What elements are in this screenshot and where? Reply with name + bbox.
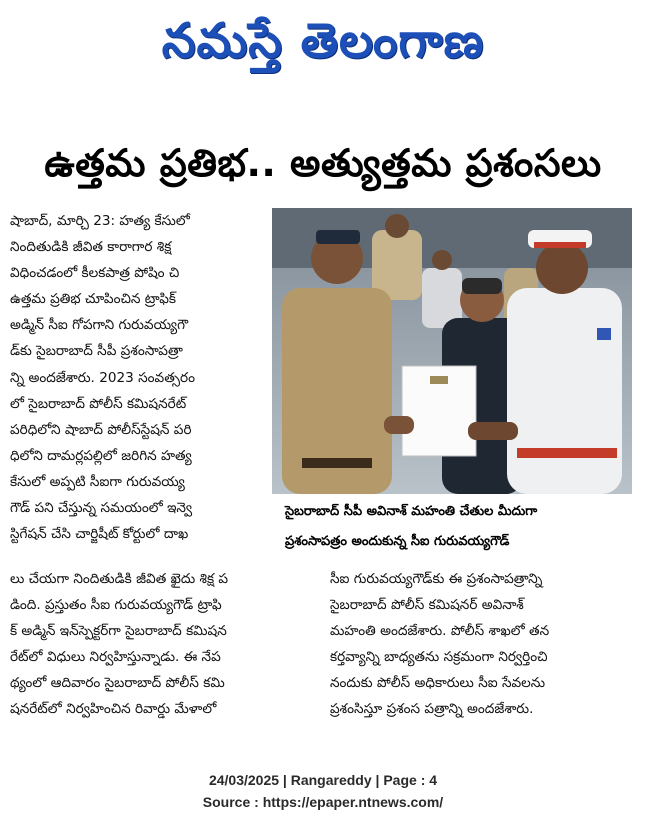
text-line: గౌడ్ పని చేస్తున్న సమయంలో ఇన్వె <box>10 500 193 517</box>
caption-line: ప్రశంసాపత్రం అందుకున్న సీఐ గురువయ్యగౌడ్ <box>285 534 510 549</box>
text-line: లో సైబరాబాద్ పోలీస్ కమిషనరేట్ <box>10 395 187 412</box>
text-line: పరిధిలోని షాబాద్ పోలీస్‌స్టేషన్ పరి <box>10 421 192 438</box>
text-line: క్ అడ్మిన్ ఇన్‌స్పెక్టర్‌గా సైబరాబాద్ కమిషన <box>10 623 227 640</box>
award-photo <box>272 208 632 494</box>
text-line: ధిలోని దామర్లపల్లిలో జరిగిన హత్య <box>10 447 192 464</box>
text-line: డ్‌కు సైబరాబాద్ సీపీ ప్రశంసాపత్రా <box>10 343 183 360</box>
text-line: లు చేయగా నిందితుడికి జీవిత ఖైదు శిక్ష ప <box>10 571 229 587</box>
article-bottom-right <box>330 566 636 723</box>
text-line: మహంతి అందజేశారు. పోలీస్ శాఖలో తన <box>330 623 550 640</box>
award-photo-illustration <box>272 208 632 494</box>
text-line: సైబరాబాద్ పోలీస్ కమిషనర్ అవినాశ్ <box>330 597 524 614</box>
text-line: థ్యంలో ఆదివారం సైబరాబాద్ పోలీస్ కమి <box>10 675 225 692</box>
article-left-column <box>10 208 268 547</box>
text-line: న్ని అందజేశారు. 2023 సంవత్సరం <box>10 369 195 386</box>
footer-meta: 24/03/2025 | Rangareddy | Page : 4 <box>208 772 438 788</box>
article-bottom-left <box>10 566 310 723</box>
masthead-title: నమస్తే తెలంగాణ <box>161 13 485 69</box>
text-line: నందుకు పోలీస్ అధికారులు సీఐ సేవలను <box>330 675 546 692</box>
article-headline: ఉత్తమ ప్రతిభ.. అత్యుత్తమ ప్రశంసలు <box>44 141 602 185</box>
caption-line: సైబరాబాద్ సీపీ అవినాశ్ మహంతి చేతుల మీదుగా <box>285 504 538 519</box>
text-line: డింది. ప్రస్తుతం సీఐ గురువయ్యగౌడ్ ట్రాఫి <box>10 597 222 614</box>
text-line: షనరేట్‌లో నిర్వహించిన రివార్డు మేళాలో <box>10 701 217 718</box>
photo-caption <box>285 497 635 557</box>
text-line: కర్తవ్యాన్ని బాధ్యతను సక్రమంగా నిర్వర్తించి <box>330 649 548 666</box>
text-line: షాబాద్, మార్చి 23: హత్య కేసులో <box>10 213 190 229</box>
footer-source: Source : https://epaper.ntnews.com/ <box>202 794 444 810</box>
text-line: రేట్‌లో విధులు నిర్వహిస్తున్నాడు. ఈ నేప <box>10 649 221 666</box>
text-line: ప్రశంసిస్తూ ప్రశంస పత్రాన్ని అందజేశారు. <box>330 701 534 718</box>
text-line: అడ్మిన్ సీఐ గోపగాని గురువయ్యగౌ <box>10 317 189 334</box>
text-line: ఉత్తమ ప్రతిభ చూపించిన ట్రాఫిక్ <box>10 291 176 308</box>
text-line: విధించడంలో కీలకపాత్ర పోషిం చి <box>10 265 180 282</box>
text-line: స్టిగేషన్ చేసి చార్జిషీట్ కోర్టులో దాఖ <box>10 526 189 543</box>
text-line: సీఐ గురువయ్యగౌడ్‌కు ఈ ప్రశంసాపత్రాన్ని <box>330 571 543 587</box>
text-line: కేసులో అప్పటి సీఐగా గురువయ్య <box>10 473 185 490</box>
text-line: నిందితుడికి జీవిత కారాగార శిక్ష <box>10 239 172 256</box>
